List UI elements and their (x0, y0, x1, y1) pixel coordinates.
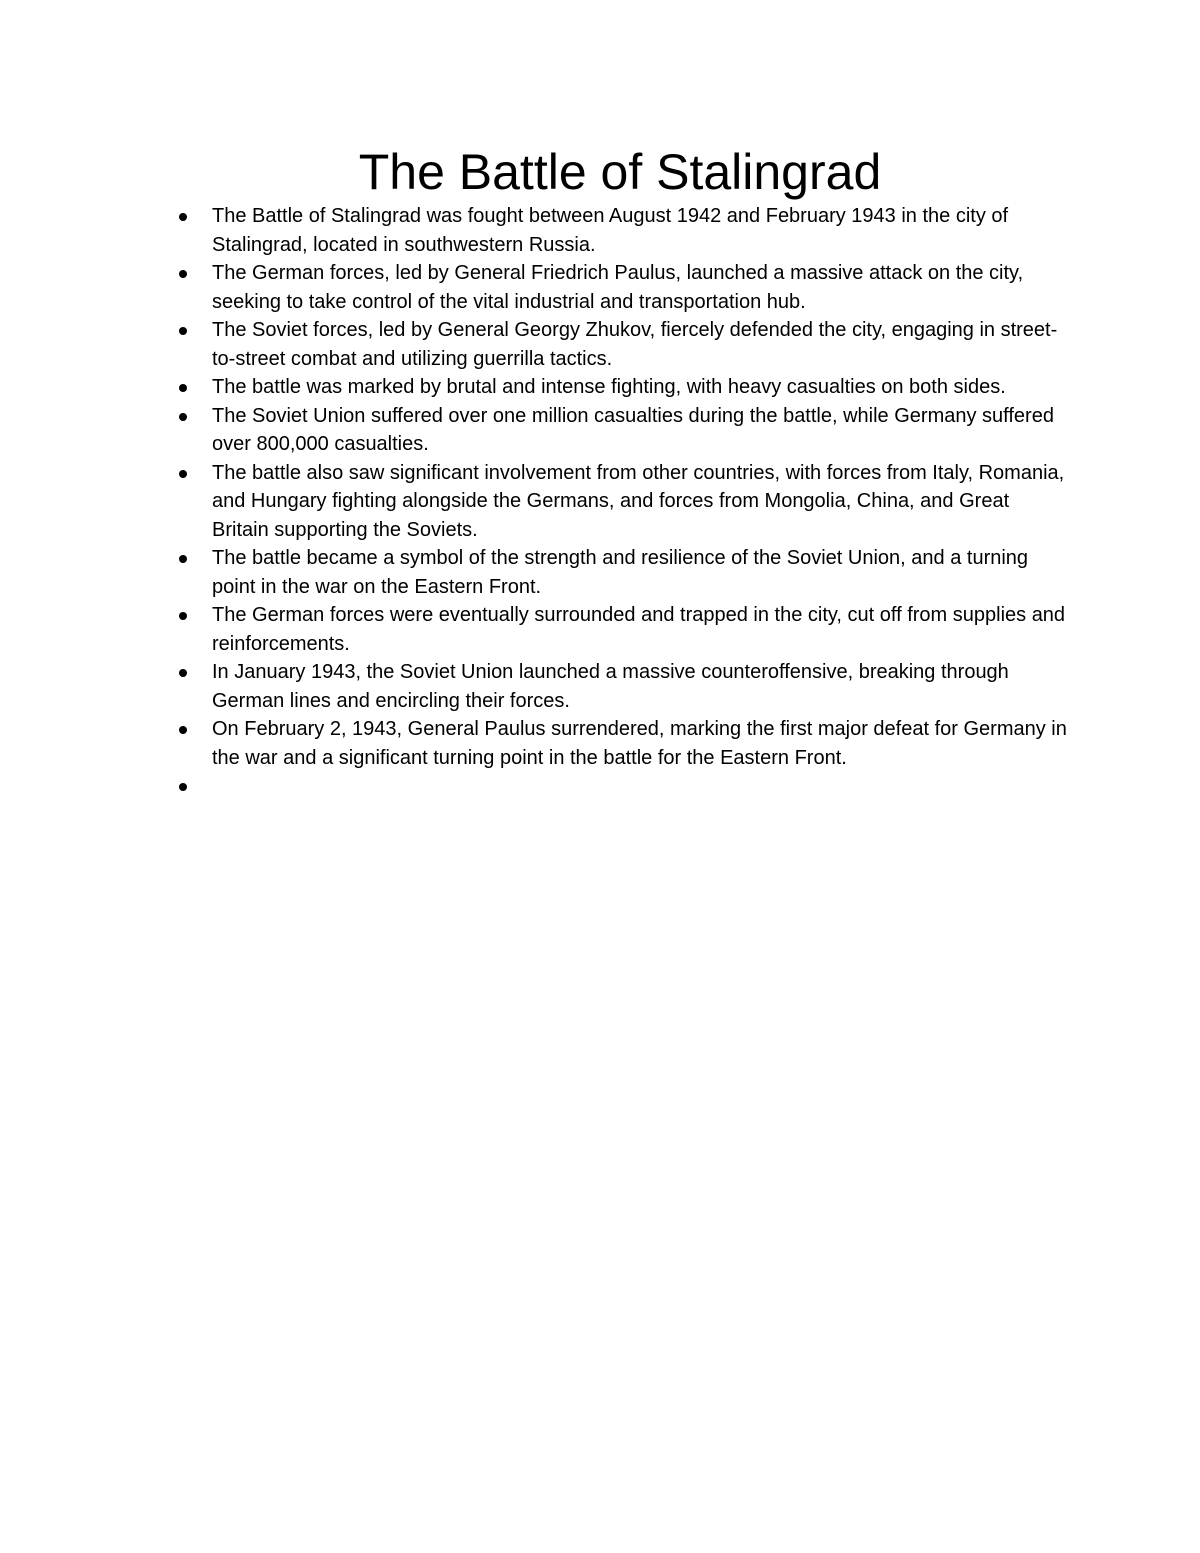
list-item (170, 715, 1070, 772)
list-item-text: The Battle of Stalingrad was fought between August 1942 and February 1943 in the city of Stalingrad, located in southwestern Russia. (212, 205, 1009, 256)
list-item-text: The Soviet forces, led by General Georgy Zhukov, fiercely defended the city, engaging in street-to-street combat and utilizing guerrilla tactics. (212, 319, 1058, 370)
list-item-text (212, 772, 1070, 801)
bullet-dot-icon (179, 783, 187, 791)
bullet-dot-icon (179, 270, 187, 278)
list-item (170, 259, 1070, 316)
bullet-dot-icon (179, 327, 187, 335)
bullet-dot-icon (179, 669, 187, 677)
list-item (170, 373, 1070, 402)
bullet-dot-icon (179, 555, 187, 563)
list-item-text: The German forces, led by General Friedrich Paulus, launched a massive attack on the city, seeking to take control of the vital industrial and transportation hub. (212, 262, 1024, 313)
list-item (170, 658, 1070, 715)
bullet-dot-icon (179, 612, 187, 620)
bullet-dot-icon (179, 470, 187, 478)
list-item-text: The German forces were eventually surrounded and trapped in the city, cut off from supplies and reinforcements. (212, 604, 1066, 655)
bullet-dot-icon (179, 384, 187, 392)
list-item (170, 402, 1070, 459)
list-item-text: In January 1943, the Soviet Union launched a massive counteroffensive, breaking through German lines and encircling their forces. (212, 661, 1009, 712)
bullet-dot-icon (179, 726, 187, 734)
list-item-text: On February 2, 1943, General Paulus surrendered, marking the first major defeat for Germany in the war and a significant turning point in the battle for the Eastern Front. (212, 718, 1067, 769)
list-item-text: The battle was marked by brutal and intense fighting, with heavy casualties on both sides. (212, 376, 1006, 398)
list-item (170, 601, 1070, 658)
bullet-dot-icon (179, 213, 187, 221)
list-item-text: The battle also saw significant involvement from other countries, with forces from Italy, Romania, and Hungary fighting alongside the Germans, and forces from Mongolia, China, and Great Britain supporting the Soviets. (212, 461, 1065, 541)
bullet-dot-icon (179, 413, 187, 421)
list-item (170, 544, 1070, 601)
list-item (170, 316, 1070, 373)
list-item-text: The battle became a symbol of the strength and resilience of the Soviet Union, and a turning point in the war on the Eastern Front. (212, 547, 1029, 598)
page-title: The Battle of Stalingrad (358, 144, 882, 200)
bullet-list (170, 202, 1070, 801)
list-item (170, 772, 1070, 801)
list-item-text: The Soviet Union suffered over one million casualties during the battle, while Germany suffered over 800,000 casualties. (212, 404, 1054, 455)
list-item (170, 202, 1070, 259)
list-item (170, 459, 1070, 545)
